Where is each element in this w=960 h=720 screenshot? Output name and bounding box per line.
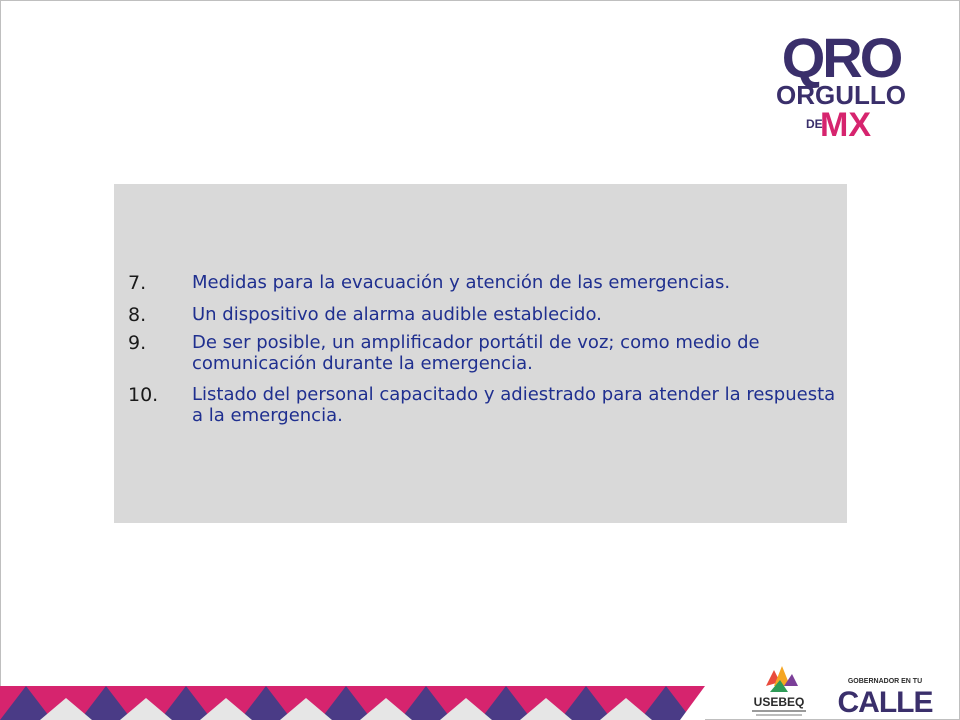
qro-orgullo-logo xyxy=(768,22,914,144)
logo-orgullo-text: ORGULLO xyxy=(776,80,906,110)
calle-line1-text: GOBERNADOR EN TU xyxy=(847,678,923,685)
calle-line2-text: CALLE xyxy=(837,686,933,719)
list-item-number: 8. xyxy=(128,304,147,326)
list-item-text: Listado del personal capacitado y adiestrado para atender la respuesta a la emergencia. xyxy=(192,384,836,426)
logo-mx-text: MX xyxy=(820,106,871,144)
list-item-number: 10. xyxy=(128,384,159,406)
usebeq-logo xyxy=(744,664,814,718)
list-item-number: 9. xyxy=(128,332,147,354)
logo-qro-text: QRO xyxy=(781,26,901,89)
list-item-text: Un dispositivo de alarma audible establecido. xyxy=(192,304,602,325)
list-item-number: 7. xyxy=(128,272,147,294)
usebeq-text: USEBEQ xyxy=(753,695,805,709)
list-item-text: De ser posible, un amplificador portátil de voz; como medio de comunicación durante la emergencia. xyxy=(192,332,760,374)
decorative-pattern-band xyxy=(0,686,705,720)
list-item-text: Medidas para la evacuación y atención de las emergencias. xyxy=(192,272,731,293)
gobernador-en-tu-calle-logo xyxy=(837,672,933,719)
content-box xyxy=(114,184,847,523)
logo-de-text: DE xyxy=(806,117,823,131)
